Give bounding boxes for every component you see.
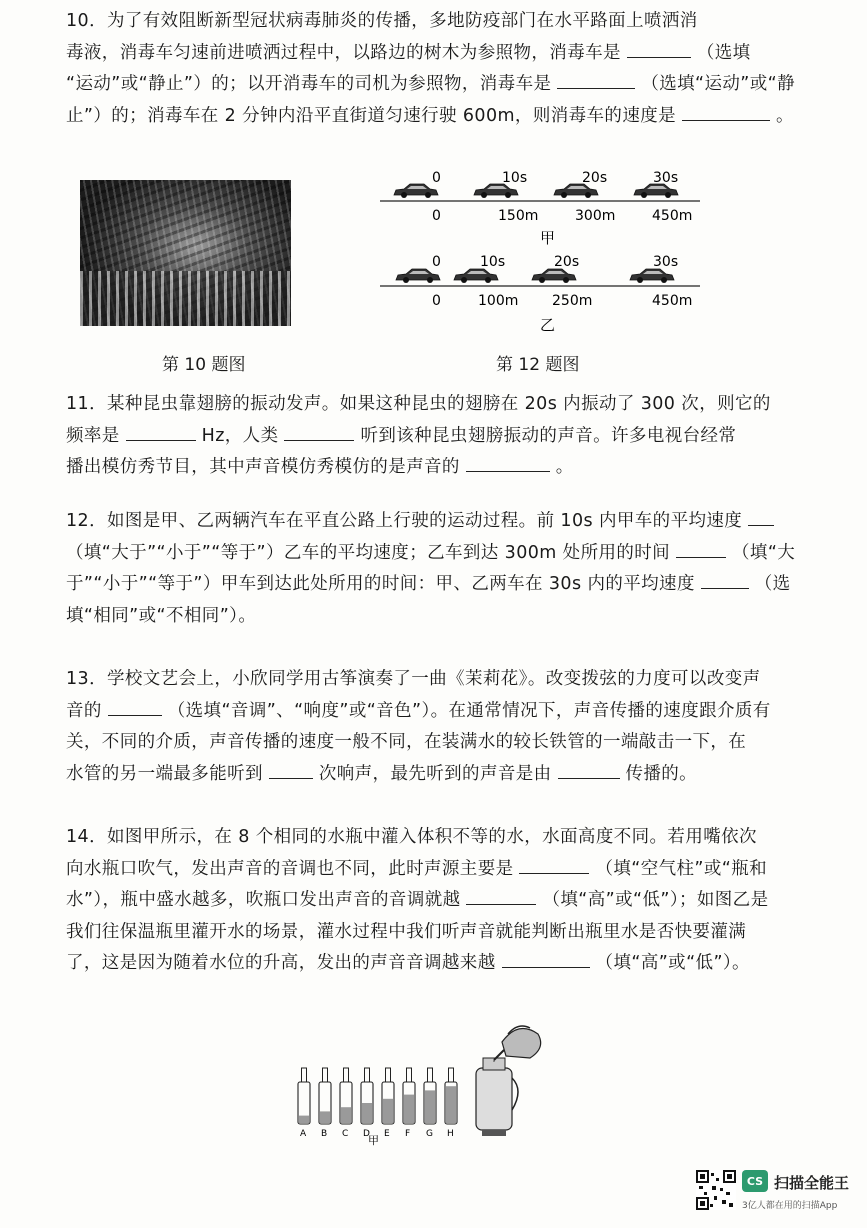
yi-time-0: 0 [432,254,441,270]
q10-line-3: “运动”或“静止”）的；以开消毒车的司机为参照物，消毒车是 [66,74,552,94]
q12-line-3: 于”“小于”“等于”）甲车到达此处所用的时间：甲、乙两车在 30s 内的平均速度 [66,574,695,594]
yi-dist-1: 100m [478,293,519,309]
q14-blank-1[interactable] [519,855,589,874]
yi-dist-2: 250m [552,293,593,309]
q10-blank-1[interactable] [627,39,691,58]
q11-line-1: 11．某种昆虫靠翅膀的振动发声。如果这种昆虫的翅膀在 20s 内振动了 300 次，则它的 [66,394,771,414]
bottle-water-H [446,1086,456,1123]
car-yi-0 [396,269,440,283]
car-motion-diagram [380,168,720,338]
bottle-label-G: G [426,1129,433,1139]
jia-dist-2: 300m [575,208,616,224]
water-bottles-group [298,1068,457,1139]
bottle-neck-H [449,1068,454,1082]
caption-figure-10: 第 10 题图 [162,355,246,375]
jia-time-3: 30s [653,170,679,186]
q11-blank-2[interactable] [284,422,354,441]
q14-line-1: 14．如图甲所示，在 8 个相同的水瓶中灌入体积不等的水，水面高度不同。若用嘴依次 [66,827,757,847]
bottle-water-E [383,1099,393,1123]
bottle-label-F: F [405,1129,411,1139]
car-jia-20s [554,184,598,198]
yi-dist-0: 0 [432,293,441,309]
question-10 [66,6,801,132]
q13-blank-2[interactable] [269,760,313,779]
q13-blank-1[interactable] [108,697,162,716]
question-13 [66,664,801,790]
q10-blank-2[interactable] [557,70,635,89]
q13-line-2-tail: （选填“音调”、“响度”或“音色”）。在通常情况下，声音传播的速度跟介质有 [167,700,771,721]
q10-line-3-tail: （选填“运动”或“静 [641,74,796,94]
q12-line-2-tail: （填“大 [732,542,796,563]
q10-line-4: 止”）的；消毒车在 2 分钟内沿平直街道匀速行驶 600m，则消毒车的速度是 [66,105,677,126]
jia-time-2: 20s [582,170,608,186]
q13-line-4-tail: 传播的。 [625,763,698,784]
jia-label: 甲 [540,229,556,247]
q10-line-2: 毒液，消毒车匀速前进喷洒过程中，以路边的树木为参照物，消毒车是 [66,42,621,63]
bottle-label-B: B [321,1129,328,1139]
bottle-label-A: A [300,1129,307,1139]
q14-blank-3[interactable] [502,949,590,968]
q12-line-3-tail: （选 [754,574,791,594]
camscanner-logo-icon: CS [742,1170,768,1192]
q10-blank-3[interactable] [682,102,770,121]
bottle-neck-C [344,1068,349,1082]
q14-line-2: 向水瓶口吹气，发出声音的音调也不同，此时声源主要是 [66,858,514,879]
bottle-neck-D [365,1068,370,1082]
thermos-icon [476,1058,518,1136]
q11-blank-1[interactable] [126,422,196,441]
q14-line-5: 了，这是因为随着水位的升高，发出的声音音调越来越 [66,953,496,973]
bottles-caption: 甲 [368,1134,379,1147]
bottle-water-F [404,1095,414,1123]
car-jia-10s [474,184,518,198]
car-yi-10s [454,269,498,283]
bottle-neck-E [386,1068,391,1082]
bottle-neck-F [407,1068,412,1082]
yi-label: 乙 [540,316,556,334]
q10-line-2-tail: （选填 [696,42,751,63]
yi-time-1: 10s [480,254,506,270]
scanner-tagline: 3亿人都在用的扫描App [742,1201,838,1211]
car-jia-30s [634,184,678,198]
q14-line-3-tail: （填“高”或“低”）；如图乙是 [542,890,769,910]
bottle-water-C [341,1107,351,1123]
q11-hz: Hz，人类 [201,425,279,446]
q11-line-2: 频率是 [66,425,120,446]
bottle-neck-A [302,1068,307,1082]
bottle-water-D [362,1103,372,1123]
question-12 [66,506,801,632]
q12-blank-2[interactable] [676,539,726,558]
jia-dist-1: 150m [498,208,539,224]
jia-time-0: 0 [432,170,441,186]
caption-figure-12: 第 12 题图 [496,355,580,375]
bottle-water-A [299,1116,309,1123]
q13-line-1: 13．学校文艺会上，小欣同学用古筝演奏了一曲《茉莉花》。改变拨弦的力度可以改变声 [66,669,761,689]
disinfection-truck-photo [80,180,291,326]
yi-dist-3: 450m [652,293,693,309]
car-yi-30s [630,269,674,283]
q14-line-3: 水”），瓶中盛水越多，吹瓶口发出声音的音调就越 [66,890,461,910]
q10-line-4-tail: 。 [775,105,794,126]
q13-line-4: 水管的另一端最多能听到 [66,763,263,784]
q12-line-4: 填“相同”或“不相同”）。 [66,605,257,626]
q11-line-3: 播出模仿秀节目，其中声音模仿秀模仿的是声音的 [66,457,460,477]
jia-dist-0: 0 [432,208,441,224]
q14-line-4: 我们往保温瓶里灌开水的场景，灌水过程中我们听声音就能判断出瓶里水是否快要灌满 [66,921,747,942]
q13-line-2: 音的 [66,700,102,721]
q10-line-1: 10．为了有效阻断新型冠状病毒肺炎的传播，多地防疫部门在水平路面上喷洒消 [66,11,698,31]
bottle-water-G [425,1090,435,1123]
q13-line-4-mid: 次响声，最先听到的声音是由 [318,763,552,784]
jia-dist-3: 450m [652,208,693,224]
q12-blank-3[interactable] [701,570,749,589]
q11-line-2-tail: 听到该种昆虫翅膀振动的声音。许多电视台经常 [360,425,737,446]
scanner-brand: 扫描全能王 [774,1174,850,1192]
q11-blank-3[interactable] [466,453,550,472]
qr-code-icon [696,1170,736,1210]
bottle-water-B [320,1111,330,1123]
bottle-label-H: H [447,1129,454,1139]
q14-line-5-tail: （填“高”或“低”）。 [595,953,750,973]
question-11 [66,389,801,484]
question-14 [66,822,801,980]
q12-line-2: （填“大于”“小于”“等于”）乙车的平均速度；乙车到达 300m 处所用的时间 [66,542,671,563]
bottle-label-E: E [384,1129,390,1139]
car-yi-20s [532,269,576,283]
bottles-and-thermos-figure [290,1020,550,1150]
q14-line-2-tail: （填“空气柱”或“瓶和 [595,858,768,879]
bottle-neck-B [323,1068,328,1082]
q14-blank-2[interactable] [466,886,536,905]
q12-blank-1[interactable] [748,507,774,526]
car-jia-0 [394,184,438,198]
bottle-neck-G [428,1068,433,1082]
q13-line-3: 关，不同的介质，声音传播的速度一般不同，在装满水的较长铁管的一端敲击一下，在 [66,732,747,752]
q13-blank-3[interactable] [558,760,620,779]
yi-time-2: 20s [554,254,580,270]
yi-time-3: 30s [653,254,679,270]
bottle-label-C: C [342,1129,349,1139]
bottle-label-D: D [363,1129,370,1139]
q11-line-3-tail: 。 [555,457,574,477]
q12-line-1: 12．如图是甲、乙两辆汽车在平直公路上行驶的运动过程。前 10s 内甲车的平均速度 [66,511,743,531]
jia-time-1: 10s [502,170,528,186]
